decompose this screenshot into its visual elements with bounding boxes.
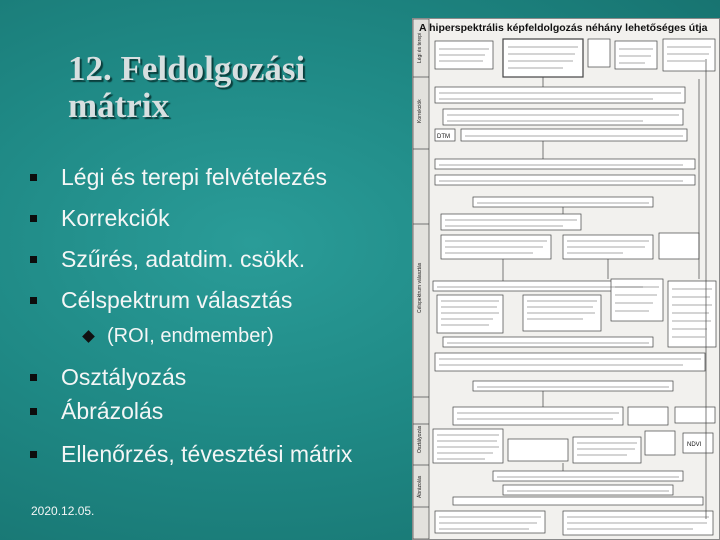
bullet-text: Ábrázolás — [61, 397, 164, 424]
ndvi-label: NDVI — [687, 442, 702, 448]
bullet-text: Szűrés, adatdim. csökk. — [61, 245, 306, 272]
bullet-item — [30, 203, 170, 233]
bullet-item — [30, 439, 352, 469]
diagram-drawing — [413, 19, 719, 539]
square-bullet-icon — [30, 297, 37, 304]
bullet-text: Osztályozás — [61, 363, 187, 390]
title-line-2: mátrix — [68, 86, 170, 125]
bullet-item — [30, 244, 305, 274]
bullet-text: Célspektrum választás — [61, 286, 293, 313]
svg-text:Osztályozás: Osztályozás — [417, 425, 423, 453]
svg-text:Légi és terepi: Légi és terepi — [417, 32, 423, 63]
square-bullet-icon — [30, 174, 37, 181]
bullet-text: Légi és terepi felvételezés — [61, 163, 327, 190]
svg-text:Ábrázolás: Ábrázolás — [417, 475, 423, 498]
sub-bullet-item — [84, 325, 274, 348]
title-line-1: 12. Feldolgozási — [68, 49, 306, 88]
bullet-text: Korrekciók — [61, 204, 170, 231]
bullet-item — [30, 285, 292, 315]
diamond-bullet-icon — [82, 330, 95, 343]
diagram-title: A hiperspektrális képfeldolgozás néhány lehetőséges útja — [419, 22, 708, 34]
bullet-text: Ellenőrzés, tévesztési mátrix — [61, 440, 353, 467]
square-bullet-icon — [30, 408, 37, 415]
square-bullet-icon — [30, 451, 37, 458]
slide-date: 2020.12.05. — [31, 504, 95, 518]
sub-bullet-text: (ROI, endmember) — [107, 325, 274, 347]
bullet-item — [30, 362, 186, 392]
dtm-label: DTM — [437, 134, 450, 140]
svg-text:Korrekciók: Korrekciók — [417, 99, 423, 123]
square-bullet-icon — [30, 215, 37, 222]
slide-title — [68, 50, 398, 124]
bullet-item — [30, 162, 327, 192]
square-bullet-icon — [30, 256, 37, 263]
square-bullet-icon — [30, 374, 37, 381]
bullet-item — [30, 396, 163, 426]
svg-text:Célspektrum választás: Célspektrum választás — [417, 262, 423, 313]
processing-matrix-diagram — [412, 18, 720, 540]
